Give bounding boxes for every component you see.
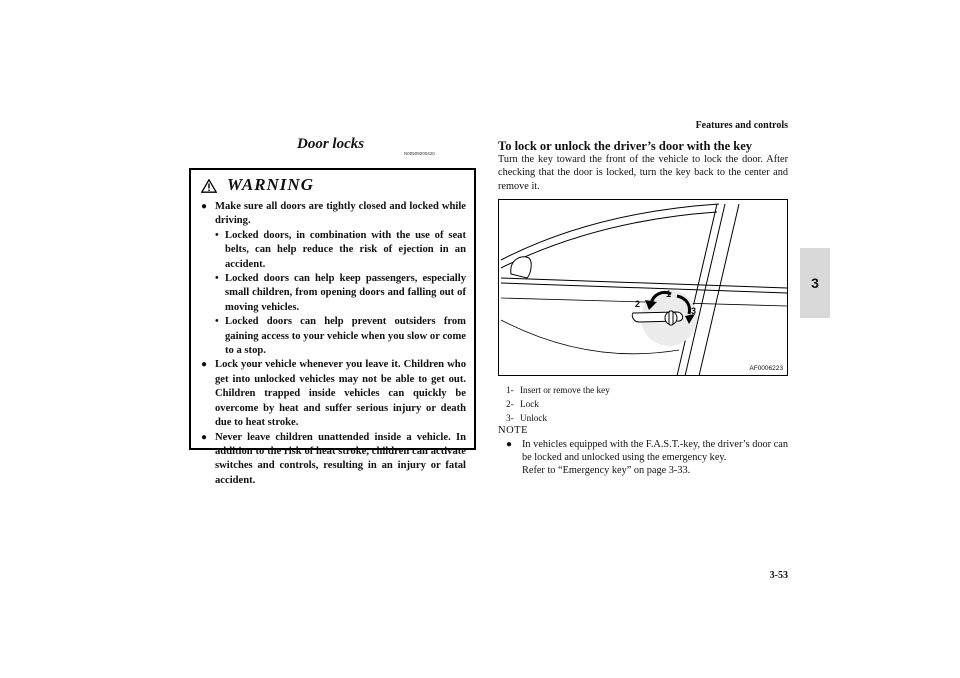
note-text: In vehicles equipped with the F.A.S.T.-key, the driver’s door can be locked and unlocked using the emergency key. xyxy=(522,439,788,464)
procedure-heading: To lock or unlock the driver’s door with the key xyxy=(498,139,753,153)
warning-box xyxy=(189,168,476,486)
figure-code: AF0006223 xyxy=(749,365,783,372)
note-reference: Refer to “Emergency key” on page 3-33. xyxy=(522,465,691,477)
warning-triangle-icon xyxy=(201,179,217,193)
legend-item: 3- Unlock xyxy=(506,412,548,423)
car-door-illustration xyxy=(499,200,788,376)
warning-bullet-doors-text: ● Make sure all doors are tightly closed and locked while driving. xyxy=(215,201,466,227)
chapter-tab: 3 xyxy=(800,248,830,318)
callout-2: 2 xyxy=(635,299,641,309)
figure-legend xyxy=(506,384,610,425)
legend-item: 1- Insert or remove the key xyxy=(506,385,610,395)
note-bullet xyxy=(498,438,788,478)
legend-item: 2- Lock xyxy=(506,398,539,409)
door-lock-figure xyxy=(498,199,788,376)
note-body xyxy=(498,438,788,478)
warning-title: WARNING xyxy=(227,175,314,194)
warning-bullet-lock-vehicle: ● Lock your vehicle whenever you leave it. Children who get into unlocked vehicles may not be able to get out. Children trapped inside vehicles can quickly be overcome by heat and suffer serious injury or death due to heat stroke. xyxy=(201,358,466,430)
bullet-dot-icon: ● xyxy=(506,439,513,450)
section-code: N00509200420 xyxy=(404,151,435,156)
warning-sub-bullet-outsiders: • Locked doors can help prevent outsiders from gaining access to your vehicle when you slow or come to a stop. xyxy=(215,316,466,357)
section-title: Door locks xyxy=(297,136,365,152)
warning-content xyxy=(201,200,466,488)
warning-bullet-children: ● Never leave children unattended inside a vehicle. In addition to the risk of heat stroke, children can activate switches and controls, resulting in an injury or fatal accident. xyxy=(201,431,466,489)
warning-sub-bullet-passengers: • Locked doors can help keep passengers, especially small children, from opening doors and falling out of moving vehicles. xyxy=(215,273,466,313)
page-number: 3-53 xyxy=(769,570,788,581)
warning-bullet-doors xyxy=(201,200,466,358)
running-head: Features and controls xyxy=(695,120,788,131)
procedure-intro: Turn the key toward the front of the vehicle to lock the door. After checking that the door is locked, turn the key back to the center and remove it. xyxy=(498,154,788,192)
callout-3: 3 xyxy=(691,306,697,316)
warning-header xyxy=(201,176,466,198)
warning-sub-bullet-ejection: • Locked doors, in combination with the use of seat belts, can help reduce the risk of ejection in an accident. xyxy=(215,229,466,270)
callout-1: 1 xyxy=(666,289,672,299)
note-label: NOTE xyxy=(498,425,528,436)
